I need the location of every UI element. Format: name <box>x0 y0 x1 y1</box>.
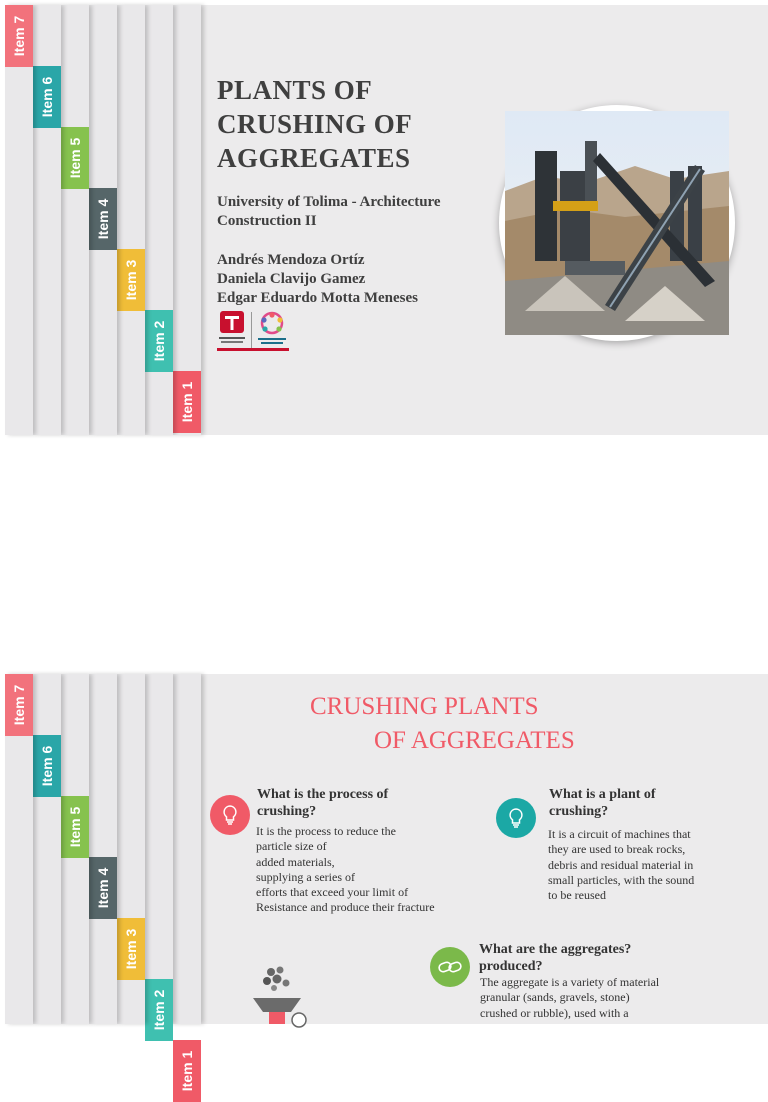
tab-strip <box>5 5 33 435</box>
tab-label: Item 6 <box>39 745 55 787</box>
question-heading: What is the process of crushing? <box>257 787 389 819</box>
tab-strip <box>117 674 145 1024</box>
slide-title-line: CRUSHING PLANTS <box>310 693 539 720</box>
tab-strip <box>89 674 117 1024</box>
tab-label: Item 6 <box>39 76 55 118</box>
author-name: Edgar Eduardo Motta Meneses <box>217 290 418 306</box>
tab-item-2[interactable] <box>145 979 173 1041</box>
lightbulb-icon <box>496 798 536 838</box>
answer-line: crushed or rubble), used with a <box>480 1005 629 1020</box>
tab-label: Item 7 <box>11 15 27 57</box>
presentation-title: PLANTS OF CRUSHING OF AGGREGATES <box>217 75 412 173</box>
answer-line: supplying a series of <box>256 869 355 884</box>
tab-item-7[interactable] <box>5 674 33 736</box>
slide-title-line: OF AGGREGATES <box>374 727 575 754</box>
tab-item-1[interactable] <box>173 1040 201 1102</box>
slide-title <box>310 690 575 758</box>
answer-line: efforts that exceed your limit of <box>256 885 409 900</box>
presentation-subtitle: University of Tolima - Architecture Construction II <box>217 194 441 229</box>
tab-item-1[interactable] <box>173 371 201 433</box>
answer-text <box>548 827 694 903</box>
tab-item-2[interactable] <box>145 310 173 372</box>
answer-text <box>480 975 659 1021</box>
university-logo <box>217 310 247 350</box>
tab-label: Item 2 <box>151 989 167 1031</box>
tab-label: Item 3 <box>123 259 139 301</box>
tab-label: Item 4 <box>95 867 111 909</box>
answer-text <box>256 824 435 916</box>
author-list <box>217 251 497 308</box>
answer-line: It is a circuit of machines that <box>548 827 691 841</box>
answer-line: particle size of <box>256 839 327 854</box>
tab-strip <box>33 5 61 435</box>
tab-item-4[interactable] <box>89 857 117 919</box>
tab-strip <box>89 5 117 435</box>
tab-item-7[interactable] <box>5 5 33 67</box>
tab-label: Item 2 <box>151 320 167 362</box>
tab-label: Item 3 <box>123 928 139 970</box>
author-name: Andrés Mendoza Ortíz <box>217 252 365 268</box>
tab-label: Item 5 <box>67 137 83 179</box>
tab-strip <box>145 674 173 1031</box>
crusher-icon <box>249 964 305 1024</box>
tab-strip <box>5 674 33 1024</box>
tab-label: Item 4 <box>95 198 111 240</box>
tab-item-3[interactable] <box>117 918 145 980</box>
tab-strip <box>33 674 61 1024</box>
question-heading: What are the aggregates? produced? <box>479 942 632 974</box>
tab-strip <box>173 674 201 1092</box>
answer-line: The aggregate is a variety of material <box>480 975 660 989</box>
answer-line: added materials, <box>256 854 335 869</box>
chain-icon <box>430 947 470 987</box>
answer-line: granular (sands, gravels, stone) <box>480 990 630 1005</box>
tab-label: Item 1 <box>179 1050 195 1092</box>
tab-item-5[interactable] <box>61 127 89 189</box>
tab-label: Item 5 <box>67 806 83 848</box>
logo-underline <box>217 348 289 351</box>
question-heading: What is a plant of crushing? <box>549 787 656 819</box>
answer-line: Resistance and produce their fracture <box>256 900 435 915</box>
tab-strip <box>61 5 89 435</box>
answer-line: small particles, with the sound <box>548 872 695 887</box>
tab-label: Item 7 <box>11 684 27 726</box>
tab-item-4[interactable] <box>89 188 117 250</box>
author-name: Daniela Clavijo Gamez <box>217 271 366 287</box>
content-slide <box>5 674 768 1092</box>
tab-strip <box>145 5 173 435</box>
answer-line: they are used to break rocks, <box>548 842 686 857</box>
answer-line: debris and residual material in <box>548 857 694 872</box>
tab-strip <box>173 5 201 435</box>
accreditation-logo <box>255 310 289 350</box>
title-slide <box>5 5 768 435</box>
tab-item-6[interactable] <box>33 66 61 128</box>
lightbulb-icon <box>210 795 250 835</box>
crushing-plant-photo <box>505 111 729 335</box>
logo-divider <box>251 312 252 348</box>
tab-item-3[interactable] <box>117 249 145 311</box>
answer-line: It is the process to reduce the <box>256 824 396 838</box>
tab-label: Item 1 <box>179 381 195 423</box>
tab-strip <box>117 5 145 435</box>
tab-item-6[interactable] <box>33 735 61 797</box>
tab-item-5[interactable] <box>61 796 89 858</box>
answer-line: to be reused <box>548 888 606 903</box>
tab-strip <box>61 674 89 1024</box>
